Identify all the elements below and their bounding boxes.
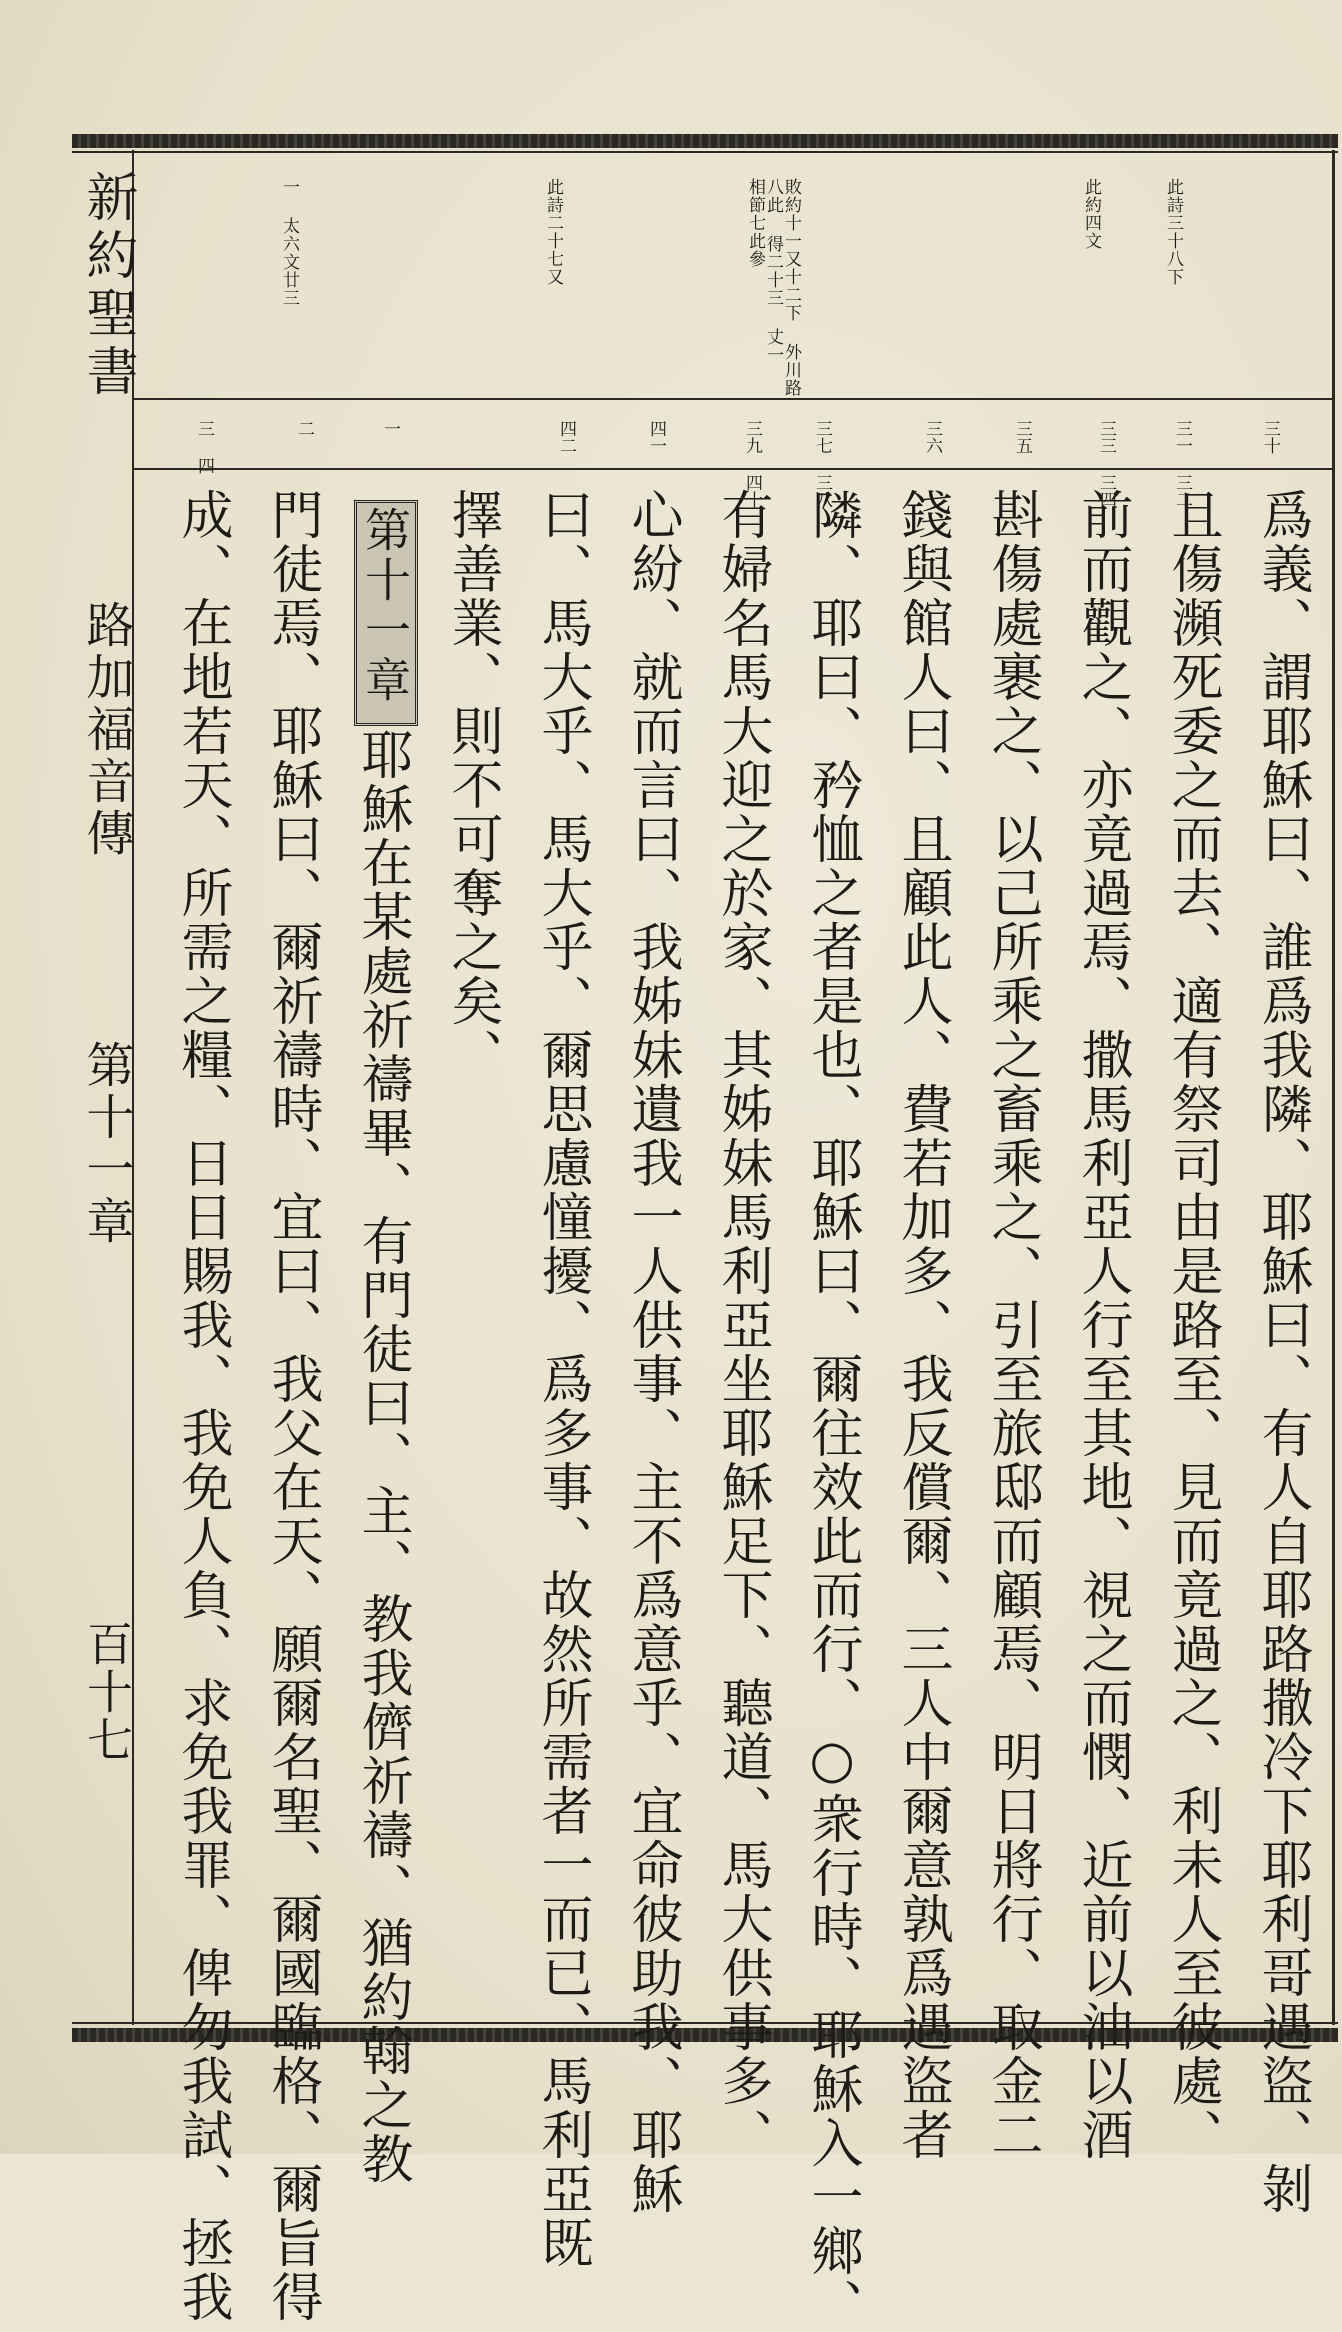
text-column: 前而觀之、亦竟過焉、撒馬利亞人行至其地、視之而憫、近前以油以酒 bbox=[1072, 488, 1132, 2162]
verse-number: 三九 四十 bbox=[742, 420, 762, 508]
text-column: 成、在地若天、所需之糧、日日賜我、我免人負、求免我罪、俾勿我試、拯我 bbox=[172, 488, 232, 2324]
cross-reference: 此詩二十七又 bbox=[543, 178, 563, 286]
top-border bbox=[72, 134, 1338, 148]
book-title: 新約聖書 bbox=[77, 170, 137, 402]
verse-number: 三三 三四 bbox=[1096, 420, 1116, 508]
cross-reference: 敗約十一又十二下 外川路八此 得二十三 丈一 相節七此參 bbox=[745, 178, 801, 397]
text-column: 有婦名馬大迎之於家、其姊妹馬利亞坐耶穌足下、聽道、馬大供事多、 bbox=[712, 488, 772, 2162]
gospel-title: 路加福音傳 bbox=[78, 600, 134, 860]
verse-number: 四一 bbox=[646, 420, 666, 454]
verse-number: 三六 bbox=[922, 420, 942, 454]
top-border-inner bbox=[72, 151, 1338, 153]
text-column: 錢與館人曰、且顧此人、費若加多、我反償爾、三人中爾意孰爲遇盜者 bbox=[892, 488, 952, 2162]
right-border bbox=[1332, 150, 1335, 2025]
text-column: 爲義、謂耶穌曰、誰爲我隣、耶穌曰、有人自耶路撒冷下耶利哥遇盜、剝 bbox=[1252, 488, 1312, 2216]
text-column: 曰、馬大乎、馬大乎、爾思慮憧擾、爲多事、故然所需者一而已、馬利亞既 bbox=[532, 488, 592, 2270]
text-column: 心紛、就而言曰、我姊妹遺我一人供事、主不爲意乎、宜命彼助我、耶穌 bbox=[622, 488, 682, 2216]
verse-number: 三七 三八 bbox=[812, 420, 832, 508]
headnote-divider bbox=[134, 398, 1332, 400]
verse-number: 三十 bbox=[1260, 420, 1280, 454]
section-heading: 第十一章 bbox=[358, 506, 412, 706]
verse-number: 一 bbox=[380, 420, 400, 437]
text-column: 擇善業、則不可奪之矣、 bbox=[442, 488, 502, 1082]
text-column: 隣、耶曰、矜恤之者是也、耶穌曰、爾往效此而行、○衆行時、耶穌入一鄉、 bbox=[802, 488, 862, 2332]
verse-number: 三一 三二 bbox=[1172, 420, 1192, 508]
verse-number: 三 四 bbox=[194, 420, 214, 474]
cross-reference: 此約四文 bbox=[1081, 178, 1101, 250]
chapter-label: 第十一章 bbox=[78, 1040, 134, 1248]
page-number: 百十七 bbox=[80, 1620, 134, 1764]
verse-number: 二 bbox=[294, 420, 314, 437]
text-column: 耶穌在某處祈禱畢、有門徒曰、主、教我儕祈禱、猶約翰之教 bbox=[352, 728, 412, 2186]
verse-number: 三五 bbox=[1012, 420, 1032, 454]
text-column: 斟傷處裹之、以己所乘之畜乘之、引至旅邸而顧焉、明日將行、取金二 bbox=[982, 488, 1042, 2162]
cross-reference: 一 太六文廿三 bbox=[279, 178, 299, 307]
text-column: 且傷瀕死委之而去、適有祭司由是路至、見而竟過之、利未人至彼處、 bbox=[1162, 488, 1222, 2162]
text-column: 門徒焉、耶穌曰、爾祈禱時、宜曰、我父在天、願爾名聖、爾國臨格、爾旨得 bbox=[262, 488, 322, 2324]
verse-number: 四二 bbox=[556, 420, 576, 454]
cross-reference: 此詩三十八下 bbox=[1163, 178, 1183, 286]
